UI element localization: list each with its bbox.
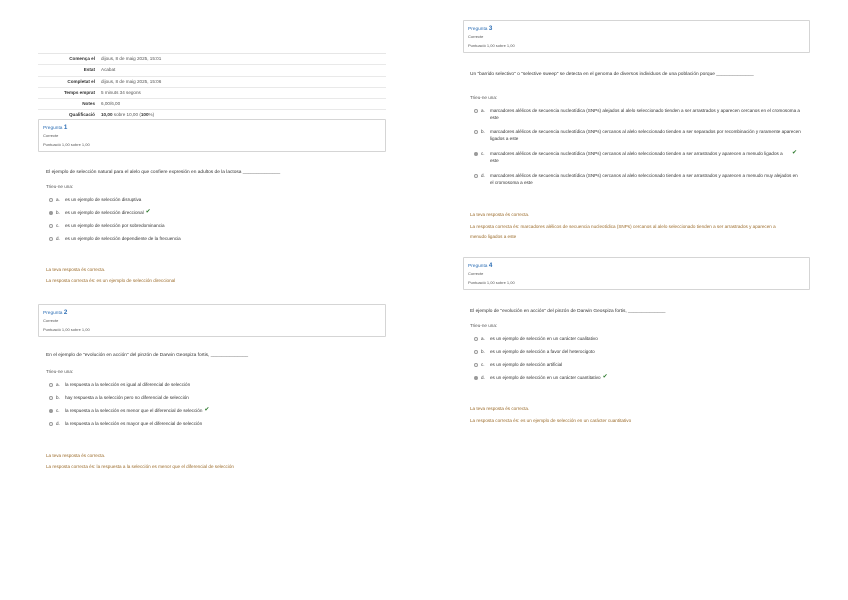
feedback-text: La teva resposta és correcta. [46,453,106,458]
question-state: Correcte [468,271,484,276]
summary-value: dijous, 8 de maig 2025, 15:06 [101,78,162,84]
feedback-text: La teva resposta és correcta. [470,212,530,217]
radio-icon[interactable] [474,376,478,380]
answer-option[interactable]: d. es un ejemplo de selección en un carácter cuantitativo ✔ [474,375,608,381]
radio-icon[interactable] [49,409,53,413]
radio-icon[interactable] [474,109,478,113]
summary-row-time-taken [38,88,386,99]
check-icon: ✔ [204,407,210,413]
summary-label: Notes [82,101,95,107]
radio-icon[interactable] [49,224,53,228]
question-number: Pregunta 4 [468,262,493,269]
summary-value: Acabat [101,67,116,73]
radio-icon[interactable] [49,422,53,426]
answer-option[interactable]: a. es un ejemplo de selección en un carácter cualitativo [474,336,598,342]
answer-prompt: Trieu-ne una: [46,369,74,374]
answer-option[interactable]: a. marcadores alélicos de secuencia nucleotídica (SNPs) alejados al alelo seleccionado tienden a ser arrastrados y aparecen cercanos en el cromosoma a este [474,108,802,121]
question-number: Pregunta 1 [43,124,68,131]
answer-option[interactable]: d. marcadores alélicos de secuencia nucleotídica (SNPs) cercanos al alelo seleccionado tienden a ser arrastrados y aparecen a menudo muy alejados en el cromosoma a este [474,173,802,186]
answer-option[interactable]: d. la respuesta a la selección es mayor que el diferencial de selección [49,421,202,427]
answer-option[interactable]: b. es un ejemplo de selección a favor del heterocigoto [474,349,595,355]
question-text: Un "barrido selectivo" o "selective sweep" se detecta en el genoma de diversos individuos de una población porque ______________ [470,72,754,77]
question-grade: Puntuació 1,00 sobre 1,00 [468,280,515,285]
grade-percent-suffix: %) [148,112,155,118]
question-text: El ejemplo de "evolución en acción" del pinzón de Darwin Geospiza fortis, ______________ [470,309,666,314]
question-number: Pregunta 3 [468,25,493,32]
question-text: El ejemplo de selección natural para el alelo que confiere expresión en adultos de la lactosa ______________ [46,170,281,175]
question-grade: Puntuació 1,00 sobre 1,00 [43,327,90,332]
radio-icon[interactable] [49,237,53,241]
question-info-box [38,304,386,337]
question-info-box [463,20,810,53]
summary-row-completed [38,77,386,88]
summary-value: 6,00/6,00 [101,101,121,107]
attempt-summary-table [38,53,386,122]
answer-option[interactable]: c. es un ejemplo de selección por sobredominancia [49,223,165,229]
question-state: Correcte [43,133,59,138]
answer-option[interactable]: b. marcadores alélicos de secuencia nucleotídica (SNPs) cercanos al alelo seleccionado tienden a ser separados por recombinación y raramente aparecen ligados a este [474,129,802,142]
radio-icon[interactable] [474,152,478,156]
answer-option[interactable]: c. marcadores alélicos de secuencia nucleotídica (SNPs) cercanos al alelo seleccionado tienden a ser arrastrados y aparecen a menudo ligados a este ✔ [474,151,802,164]
answer-option[interactable]: b. es un ejemplo de selección direccional ✔ [49,210,151,216]
summary-row-state [38,65,386,76]
right-answer-text: La resposta correcta és: es un ejemplo de selección direccional [46,278,176,283]
answer-prompt: Trieu-ne una: [470,323,498,328]
radio-icon[interactable] [474,130,478,134]
answer-option[interactable]: c. es un ejemplo de selección artificial [474,362,562,368]
radio-icon[interactable] [474,337,478,341]
question-state: Correcte [468,34,484,39]
summary-row-started [38,54,386,65]
radio-icon[interactable] [49,396,53,400]
question-info-box [463,257,810,290]
answer-prompt: Trieu-ne una: [46,184,74,189]
summary-label: Qualificació [68,112,95,118]
feedback-text: La teva resposta és correcta. [470,406,530,411]
summary-value: 5 minuts 34 segons [101,89,141,95]
grade-percent: 100 [140,112,149,118]
answer-option[interactable]: b. hay respuesta a la selección pero no diferencial de selección [49,395,189,401]
answer-option[interactable]: c. la respuesta a la selección es menor que el diferencial de selección ✔ [49,408,209,414]
summary-label: Estat [83,67,95,73]
radio-icon[interactable] [474,350,478,354]
question-info-box [38,119,386,152]
check-icon: ✔ [145,209,151,215]
grade-out-of: sobre 10,00 ( [112,112,141,118]
summary-label: Comença el [69,56,95,61]
radio-icon[interactable] [49,383,53,387]
right-answer-text: La resposta correcta és: es un ejemplo de selección en un carácter cuantitativo [470,418,632,423]
check-icon: ✔ [792,150,798,156]
feedback-text: La teva resposta és correcta. [46,267,106,272]
radio-icon[interactable] [49,211,53,215]
radio-icon[interactable] [49,198,53,202]
radio-icon[interactable] [474,363,478,367]
summary-value: dijous, 8 de maig 2025, 15:01 [101,56,162,61]
summary-label: Temps emprat [63,89,95,95]
answer-option[interactable]: d. es un ejemplo de selección dependiente de la frecuencia [49,236,181,242]
grade-value: 10,00 [101,112,113,118]
question-grade: Puntuació 1,00 sobre 1,00 [43,142,90,147]
answer-prompt: Trieu-ne una: [470,95,498,100]
radio-icon[interactable] [474,174,478,178]
right-answer-text: La resposta correcta és: la respuesta a la selección es menor que el diferencial de selección [46,464,234,469]
question-number: Pregunta 2 [43,309,68,316]
question-text: En el ejemplo de "evolución en acción" del pinzón de Darwin Geospiza fortis, ______________ [46,353,249,358]
right-answer-text: La resposta correcta és: marcadores alélicos de secuencia nucleotídica (SNPs) cercanos al alelo seleccionado tienden a ser arrastrados y aparecen a menudo ligados a este [470,224,776,239]
summary-label: Completat el [67,78,95,84]
answer-option[interactable]: a. la respuesta a la selección es igual al diferencial de selección [49,382,190,388]
question-grade: Puntuació 1,00 sobre 1,00 [468,43,515,48]
answer-option[interactable]: a. es un ejemplo de selección disruptiva [49,197,141,203]
check-icon: ✔ [602,374,608,380]
question-state: Correcte [43,318,59,323]
summary-row-marks [38,99,386,110]
